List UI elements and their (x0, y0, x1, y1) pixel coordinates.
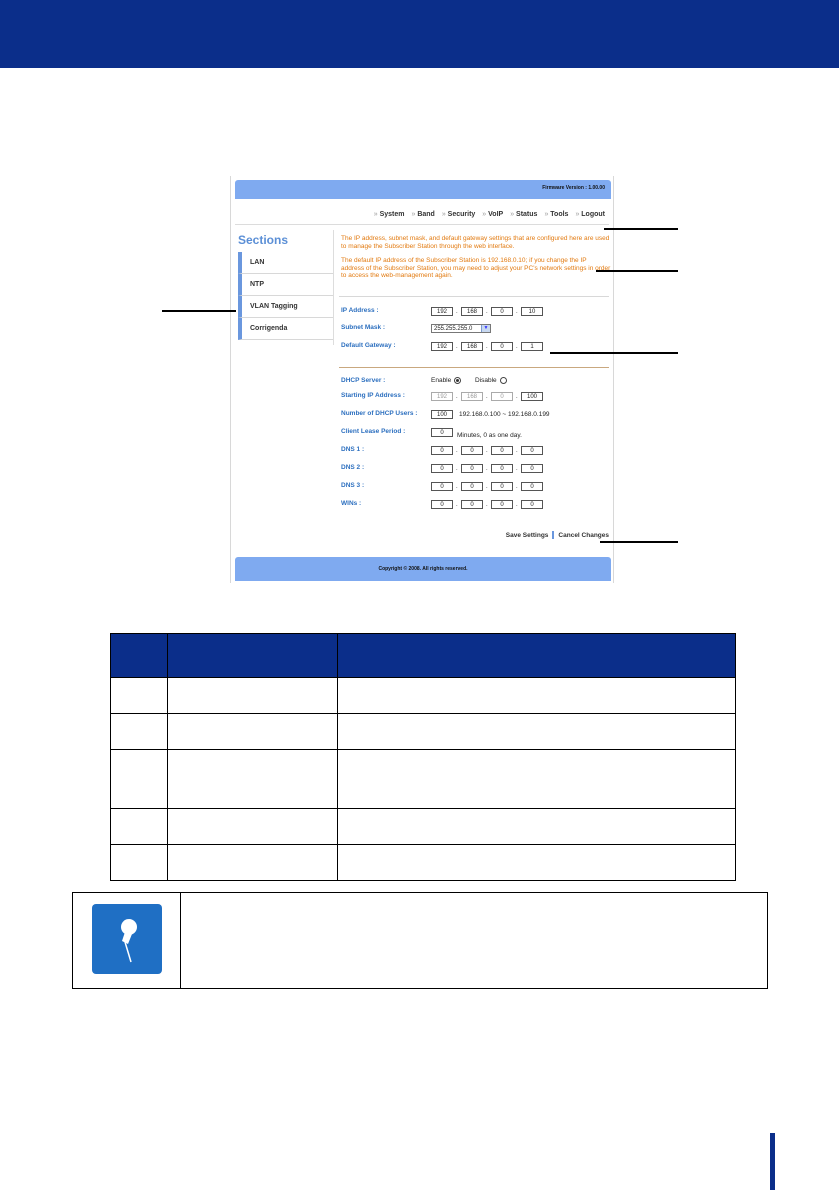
dns3-octet-4[interactable]: 0 (521, 482, 543, 491)
table-cell (111, 750, 168, 809)
gateway-octet-1[interactable]: 192 (431, 342, 453, 351)
dot: . (486, 502, 488, 508)
top-nav (374, 211, 605, 218)
dot: . (456, 466, 458, 472)
subnet-mask-select[interactable] (431, 324, 491, 333)
dot: . (456, 448, 458, 454)
start-ip-octet-1: 192 (431, 392, 453, 401)
ip-octet-4[interactable]: 10 (521, 307, 543, 316)
pushpin-icon (92, 904, 162, 974)
dhcp-enable-label: Enable (431, 377, 452, 385)
ip-octet-3[interactable]: 0 (491, 307, 513, 316)
save-settings-button[interactable]: Save Settings (505, 531, 549, 539)
table-cell (167, 714, 337, 750)
section-vlan-tagging[interactable]: VLAN Tagging (238, 296, 333, 318)
dot: . (516, 448, 518, 454)
table-cell (338, 714, 736, 750)
nav-security[interactable]: » Security (442, 211, 475, 218)
dhcp-disable[interactable] (475, 377, 507, 384)
starting-ip-label: Starting IP Address : (341, 392, 405, 399)
callout-line-3 (162, 310, 236, 312)
table-cell (167, 845, 337, 881)
start-ip-octet-4[interactable]: 100 (521, 392, 543, 401)
info-paragraph-2: The default IP address of the Subscriber Station is 192.168.0.10; if you change the IP address of the Subscriber Station, you may need to adjust your PC's network settings in order to access the web-management again. (341, 257, 611, 279)
dot: . (516, 394, 518, 400)
gateway-octet-4[interactable]: 1 (521, 342, 543, 351)
nav-system[interactable]: » System (374, 211, 405, 218)
table-row (111, 845, 736, 881)
web-ui-screenshot (230, 176, 614, 583)
info-paragraph-1: The IP address, subnet mask, and default gateway settings that are configured here are used to manage the Subscriber Station through the web interface. (341, 235, 610, 250)
table-cell (338, 809, 736, 845)
ip-octet-1[interactable]: 192 (431, 307, 453, 316)
dns3-label: DNS 3 : (341, 482, 365, 489)
dns2-label: DNS 2 : (341, 464, 365, 471)
start-ip-octet-2: 168 (461, 392, 483, 401)
form-actions (506, 531, 609, 539)
description-table (110, 633, 736, 881)
dhcp-range: 192.168.0.100 ~ 192.168.0.199 (459, 411, 550, 418)
start-ip-octet-3: 0 (491, 392, 513, 401)
header-bar (0, 0, 839, 68)
dot: . (486, 448, 488, 454)
table-row (111, 750, 736, 809)
callout-line-2 (596, 270, 678, 272)
section-corrigenda[interactable]: Corrigenda (238, 318, 333, 340)
subnet-mask-value: 255.255.255.0 (434, 326, 473, 332)
dot: . (456, 344, 458, 350)
separator (552, 531, 554, 539)
dns2-octet-1[interactable]: 0 (431, 464, 453, 473)
callout-line-1 (604, 228, 678, 230)
sidebar-divider (333, 230, 334, 345)
wins-label: WINs : (341, 500, 362, 507)
cancel-changes-button[interactable]: Cancel Changes (558, 531, 609, 539)
table-cell (338, 845, 736, 881)
table-cell (167, 678, 337, 714)
dot: . (456, 394, 458, 400)
dot: . (516, 484, 518, 490)
divider (339, 296, 609, 297)
divider (339, 367, 609, 368)
dns1-label: DNS 1 : (341, 446, 365, 453)
radio-disable[interactable] (500, 377, 507, 384)
table-header (111, 634, 736, 678)
table-cell (111, 714, 168, 750)
nav-tools[interactable]: » Tools (544, 211, 568, 218)
dot: . (486, 344, 488, 350)
note-box (72, 892, 768, 989)
section-ntp[interactable]: NTP (238, 274, 333, 296)
dns3-octet-2[interactable]: 0 (461, 482, 483, 491)
table-row (111, 678, 736, 714)
nav-divider (235, 224, 609, 225)
dns1-octet-2[interactable]: 0 (461, 446, 483, 455)
table-row (111, 809, 736, 845)
callout-line-5 (600, 541, 678, 543)
table-cell (338, 678, 736, 714)
table-header-cell (338, 634, 736, 678)
lease-suffix: Minutes, 0 as one day. (457, 432, 522, 439)
sections-sidebar (238, 252, 333, 340)
dot: . (456, 484, 458, 490)
table-cell (338, 750, 736, 809)
sections-title: Sections (238, 233, 289, 247)
firmware-version: Firmware Version : 1.00.00 (542, 185, 605, 191)
dot: . (516, 344, 518, 350)
dhcp-users-input[interactable]: 100 (431, 410, 453, 419)
note-divider (180, 893, 181, 988)
screenshot-footer (235, 557, 611, 581)
dot: . (516, 502, 518, 508)
dns2-octet-4[interactable]: 0 (521, 464, 543, 473)
lease-label: Client Lease Period : (341, 428, 406, 435)
dns3-octet-3[interactable]: 0 (491, 482, 513, 491)
copyright: Copyright © 2008. All rights reserved. (378, 566, 468, 572)
radio-enable[interactable] (454, 377, 461, 384)
dot: . (456, 309, 458, 315)
lease-input[interactable]: 0 (431, 428, 453, 437)
chevron-down-icon: ▼ (481, 325, 490, 332)
ip-octet-2[interactable]: 168 (461, 307, 483, 316)
nav-voip[interactable]: » VoIP (482, 211, 503, 218)
dns2-octet-2[interactable]: 0 (461, 464, 483, 473)
table-cell (111, 809, 168, 845)
dhcp-server-label: DHCP Server : (341, 377, 386, 384)
dns1-octet-1[interactable]: 0 (431, 446, 453, 455)
dhcp-enable[interactable] (431, 377, 461, 384)
section-lan[interactable]: LAN (238, 252, 333, 274)
dot: . (486, 309, 488, 315)
table-cell (111, 678, 168, 714)
default-gateway-label: Default Gateway : (341, 342, 396, 349)
dot: . (486, 484, 488, 490)
dot: . (516, 309, 518, 315)
table-header-cell (111, 634, 168, 678)
dot: . (486, 394, 488, 400)
wins-octet-1[interactable]: 0 (431, 500, 453, 509)
dns3-octet-1[interactable]: 0 (431, 482, 453, 491)
info-text (341, 235, 611, 287)
dot: . (456, 502, 458, 508)
page-marker (770, 1133, 775, 1190)
wins-octet-4[interactable]: 0 (521, 500, 543, 509)
ip-address-label: IP Address : (341, 307, 379, 314)
table-cell (167, 809, 337, 845)
dhcp-disable-label: Disable (475, 377, 497, 385)
nav-status[interactable]: » Status (510, 211, 537, 218)
dhcp-users-label: Number of DHCP Users : (341, 410, 418, 417)
dns1-octet-3[interactable]: 0 (491, 446, 513, 455)
table-cell (111, 845, 168, 881)
screenshot-header (235, 180, 611, 199)
callout-line-4 (550, 352, 678, 354)
dot: . (516, 466, 518, 472)
wins-octet-2[interactable]: 0 (461, 500, 483, 509)
dns1-octet-4[interactable]: 0 (521, 446, 543, 455)
nav-band[interactable]: » Band (411, 211, 434, 218)
wins-octet-3[interactable]: 0 (491, 500, 513, 509)
table-row (111, 714, 736, 750)
nav-logout[interactable]: » Logout (575, 211, 605, 218)
subnet-mask-label: Subnet Mask : (341, 324, 386, 331)
table-cell (167, 750, 337, 809)
dns2-octet-3[interactable]: 0 (491, 464, 513, 473)
gateway-octet-3[interactable]: 0 (491, 342, 513, 351)
table-header-cell (167, 634, 337, 678)
dot: . (486, 466, 488, 472)
gateway-octet-2[interactable]: 168 (461, 342, 483, 351)
